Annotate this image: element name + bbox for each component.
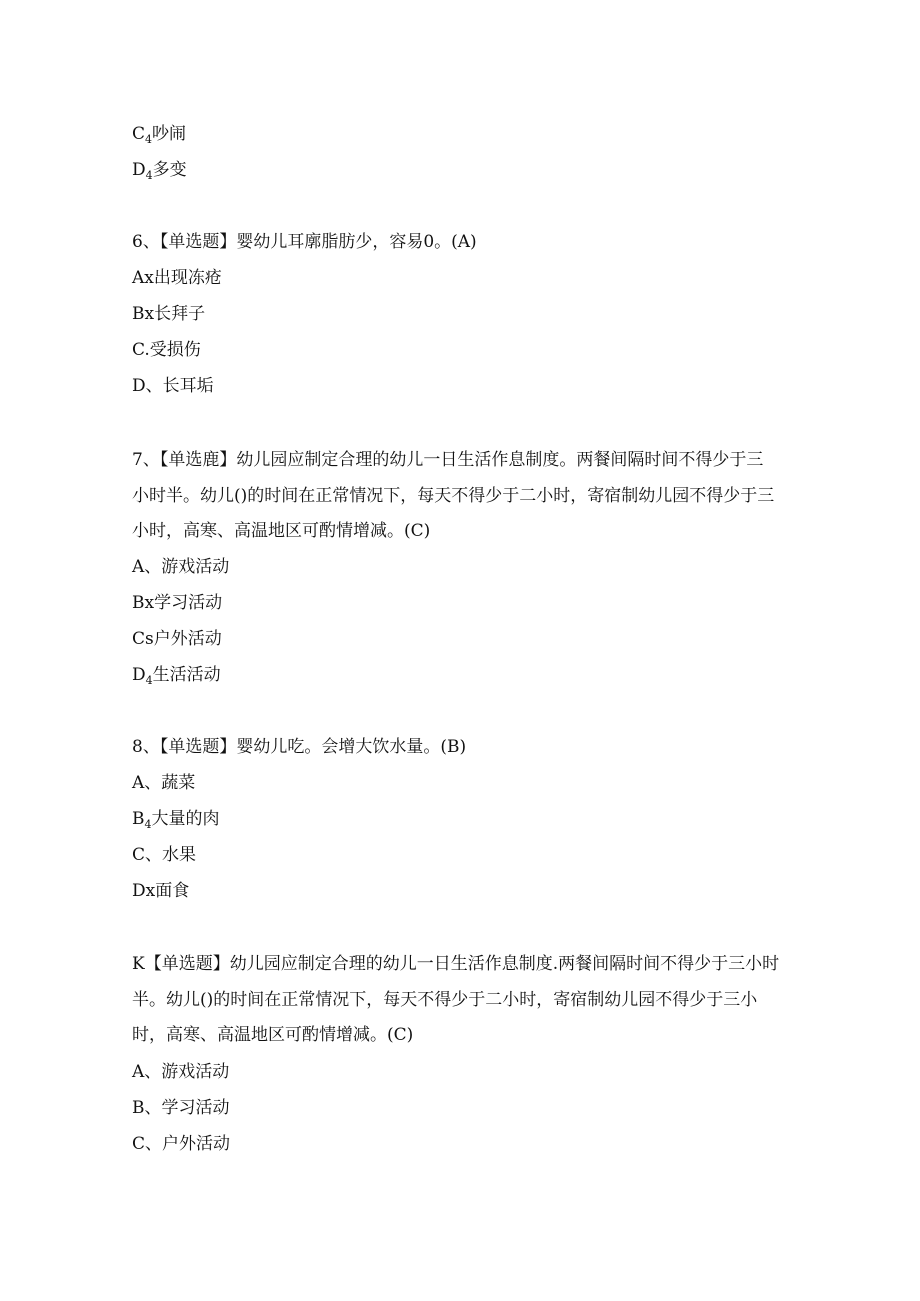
option-subscript: 4 bbox=[144, 818, 152, 831]
option-letter: D bbox=[132, 160, 146, 180]
option-d-q7 bbox=[132, 664, 221, 686]
option-d-q5 bbox=[132, 159, 187, 181]
option-c-q5 bbox=[132, 123, 186, 145]
option-c-q6: C.受损伤 bbox=[132, 340, 201, 360]
option-a-q8: A、蔬菜 bbox=[132, 773, 196, 793]
option-subscript: 4 bbox=[145, 133, 153, 146]
option-c-q8: C、水果 bbox=[132, 845, 197, 865]
question-k-line-2: 半。幼儿()的时间在正常情况下，每天不得少于二小时，寄宿制幼儿园不得少于三小 bbox=[132, 990, 758, 1010]
option-text: 多变 bbox=[152, 160, 187, 180]
option-a-qk: A、游戏活动 bbox=[132, 1062, 230, 1082]
option-c-qk: C、户外活动 bbox=[132, 1134, 231, 1154]
question-7-line-2: 小时半。幼儿()的时间在正常情况下，每天不得少于二小时，寄宿制幼儿园不得少于三 bbox=[132, 486, 775, 506]
question-7-line-3: 小时，高寒、高温地区可酌情增减。(C) bbox=[132, 521, 431, 541]
question-7-line-1: 7、【单选鹿】幼儿园应制定合理的幼儿一日生活作息制度。两餐间隔时间不得少于三 bbox=[132, 450, 764, 470]
option-letter: D bbox=[132, 665, 146, 685]
option-b-q7: Bx学习活动 bbox=[132, 593, 223, 613]
question-k-line-1: K【单选题】幼儿园应制定合理的幼儿一日生活作息制度.两餐间隔时间不得少于三小时 bbox=[132, 954, 780, 974]
option-c-q7: Cs户外活动 bbox=[132, 629, 222, 649]
option-letter: C bbox=[132, 124, 146, 144]
option-b-q6: Bx长拜子 bbox=[132, 304, 206, 324]
option-subscript: 4 bbox=[145, 169, 153, 182]
option-text: 大量的肉 bbox=[151, 809, 220, 829]
question-6: 6、【单选题】婴幼儿耳廓脂肪少，容易0。(A) bbox=[132, 232, 477, 252]
option-subscript: 4 bbox=[145, 674, 153, 687]
option-a-q6: Ax出现冻疮 bbox=[132, 268, 222, 288]
option-b-qk: B、学习活动 bbox=[132, 1098, 230, 1118]
option-b-q8 bbox=[132, 808, 220, 830]
option-d-q6: D、长耳垢 bbox=[132, 376, 214, 396]
question-k-line-3: 时，高寒、高温地区可酌情增减。(C) bbox=[132, 1025, 414, 1045]
option-text: 吵闹 bbox=[152, 124, 187, 144]
option-letter: B bbox=[132, 809, 145, 829]
question-8: 8、【单选题】婴幼儿吃。会增大饮水量。(B) bbox=[132, 737, 467, 757]
option-text: 生活活动 bbox=[152, 665, 221, 685]
option-d-q8: Dx面食 bbox=[132, 881, 190, 901]
option-a-q7: A、游戏活动 bbox=[132, 557, 230, 577]
